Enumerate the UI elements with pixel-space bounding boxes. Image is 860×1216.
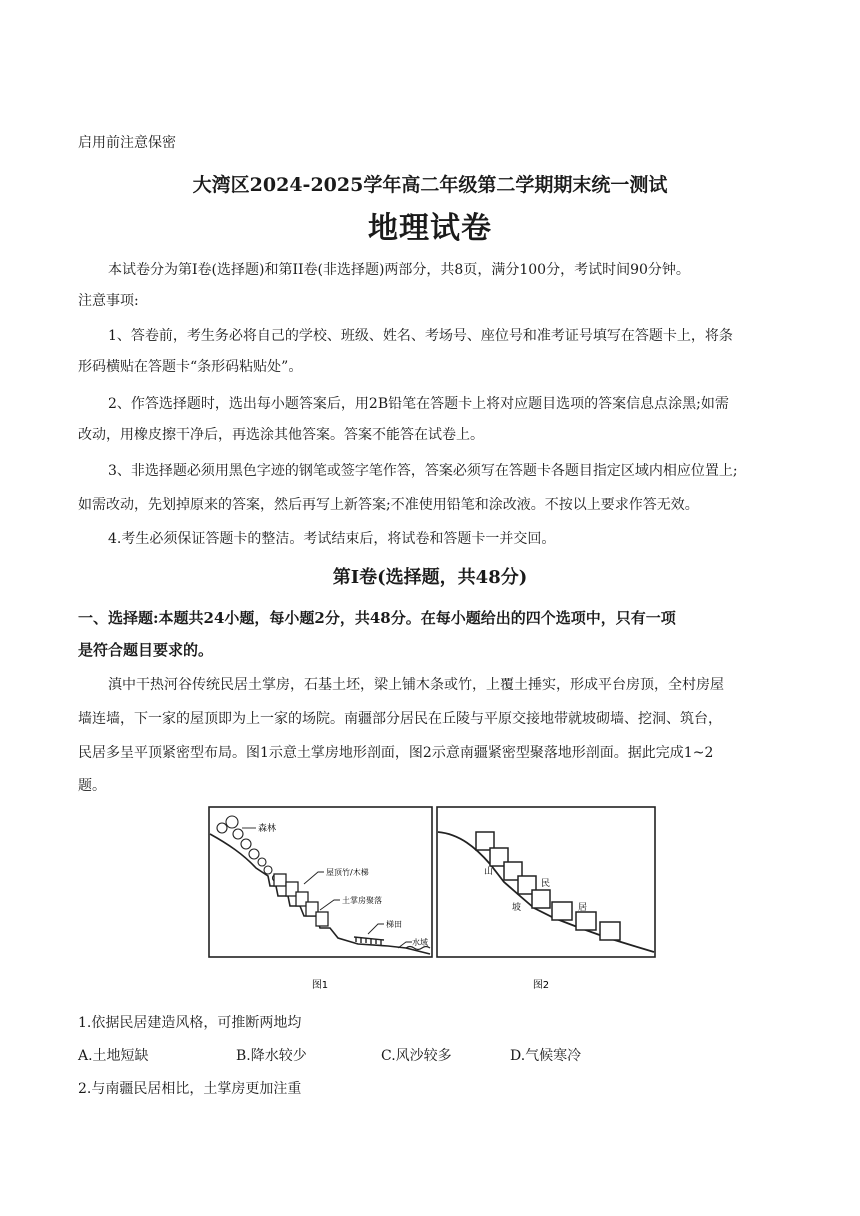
note-item-1-line-1: 1、答卷前，考生务必将自己的学校、班级、姓名、考场号、座位号和准考证号填写在答题卡上，将条 [108,328,733,344]
label-water: 水域 [412,938,428,947]
figure-2-caption: 图2 [532,980,550,991]
note-item-2-line-2: 改动，用橡皮擦干净后，再选涂其他答案。答案不能答在试卷上。 [78,427,484,443]
question-1-stem: 1.依据民居建造风格，可推断两地均 [78,1015,302,1031]
passage-line-3: 民居多呈平顶紧密型布局。图1示意土掌房地形剖面，图2示意南疆紧密型聚落地形剖面。据此完成1~2 [78,745,714,761]
confidential-note: 启用前注意保密 [78,135,176,151]
label-fig2-min: 民 [541,879,551,889]
figure-1-caption: 图1 [311,980,329,991]
question-2-stem: 2.与南疆民居相比，土掌房更加注重 [78,1081,302,1097]
note-item-4: 4.考生必须保证答题卡的整洁。考试结束后，将试卷和答题卡一并交回。 [108,531,556,547]
note-item-1-line-2: 形码横贴在答题卡“条形码粘贴处”。 [78,359,303,375]
label-fig2-po: 坡 [512,903,522,913]
label-fig2-ju: 居 [578,903,588,913]
question-1-option-a: A.土地短缺 [78,1048,149,1064]
note-item-2-line-1: 2、作答选择题时，选出每小题答案后，用2B铅笔在答题卡上将对应题目选项的答案信息点涂黑;如需 [108,396,729,412]
terrain-profile-figures [208,806,658,996]
figure-1-frame [209,807,432,957]
label-terrace: 梯田 [386,920,402,929]
figure-2 [437,807,655,991]
passage-line-1: 滇中干热河谷传统民居土掌房，石基土坯，梁上铺木条或竹，上覆土捶实，形成平台房顶，全村房屋 [108,677,724,693]
label-fig2-shan: 山 [484,867,494,877]
figure-1 [209,807,432,991]
label-village: 土掌房聚落 [342,896,382,905]
note-item-3-line-1: 3、非选择题必须用黑色字迹的钢笔或签字笔作答，答案必须写在答题卡各题目指定区域内相应位置上; [108,463,738,479]
notes-heading: 注意事项: [78,293,139,309]
label-roof: 屋顶竹/木梯 [326,868,369,877]
question-1-option-b: B.降水较少 [236,1048,307,1064]
intro-text: 本试卷分为第Ⅰ卷(选择题)和第II卷(非选择题)两部分，共8页，满分100分，考试时间90分钟。 [108,262,690,278]
part1-title: 第Ⅰ卷(选择题，共48分) [332,567,528,588]
subject-title: 地理试卷 [368,211,492,246]
question-1-option-c: C.风沙较多 [381,1048,452,1064]
passage-line-4: 题。 [78,778,106,794]
question-1-option-d: D.气候寒冷 [510,1048,582,1064]
section1-line-1: 一、选择题:本题共24小题，每小题2分，共48分。在每小题给出的四个选项中，只有一项 [78,609,676,627]
passage-line-2: 墙连墙，下一家的屋顶即为上一家的场院。南疆部分居民在丘陵与平原交接地带就坡砌墙、挖洞、筑台， [78,711,722,727]
label-forest: 森林 [258,824,277,834]
note-item-3-line-2: 如需改动，先划掉原来的答案，然后再写上新答案;不准使用铅笔和涂改液。不按以上要求作答无效。 [78,497,699,513]
exam-title: 大湾区2024-2025学年高二年级第二学期期末统一测试 [192,174,668,196]
section1-line-2: 是符合题目要求的。 [78,641,214,659]
